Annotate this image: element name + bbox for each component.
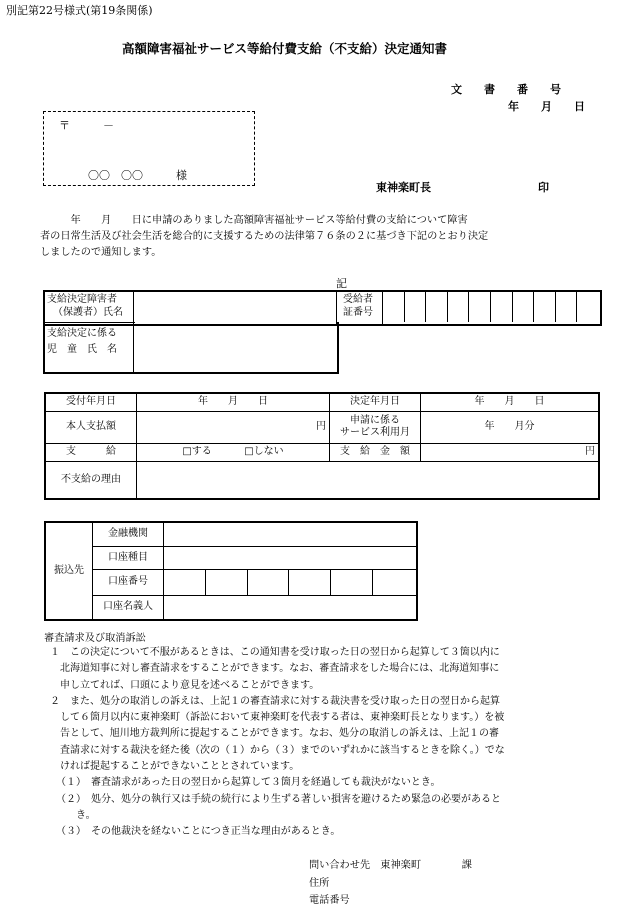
cert-digit-cells — [383, 292, 598, 322]
digit-cell[interactable] — [405, 292, 427, 322]
form-reference: 別記第22号様式(第19条関係) — [6, 4, 153, 17]
decision-date-label: 決定年月日 — [330, 393, 421, 411]
document-number-label: 文 書 番 号 — [451, 83, 561, 96]
contact-line: 問い合わせ先 東神楽町 課 — [309, 860, 472, 871]
account-type-label: 口座種目 — [93, 546, 164, 569]
digit-cell[interactable] — [469, 292, 491, 322]
digit-cell[interactable] — [383, 292, 405, 322]
divider — [45, 322, 135, 323]
appeal-line: 申し立てれば、口頭により意見を述べることができます。 — [50, 679, 320, 691]
appeal-notes — [50, 645, 505, 841]
payment-options — [137, 443, 330, 461]
seal-mark: 印 — [538, 181, 549, 194]
addressee-name: 〇〇 〇〇 様 — [88, 169, 187, 182]
account-digit-cell[interactable] — [289, 569, 331, 595]
appeal-line: （１） 審査請求があった日の翌日から起算して３箇月を経過しても裁決がないとき。 — [56, 777, 441, 789]
received-date-value[interactable]: 年 月 日 — [137, 393, 330, 411]
intro-line-1: 年 月 日に申請のありました高額障害福祉サービス等給付費の支給について障害 — [40, 215, 468, 226]
account-digit-cell[interactable] — [247, 569, 289, 595]
child-name-label: 支給決定に係る 児 童 氏 名 — [47, 328, 117, 355]
decision-person-label: 支給決定障害者 （保護者）氏名 — [47, 294, 123, 318]
account-digit-cell[interactable] — [205, 569, 247, 595]
amount-label: 支 給 金 額 — [330, 443, 421, 461]
account-holder-value[interactable] — [164, 595, 418, 620]
contact-address: 住所 — [309, 878, 330, 889]
account-digit-cell[interactable] — [331, 569, 373, 595]
digit-cell[interactable] — [513, 292, 535, 322]
postal-code-field: 〒 － — [59, 119, 114, 132]
cert-number-label: 受給者 証番号 — [343, 294, 373, 318]
reason-value[interactable] — [137, 461, 600, 499]
digit-cell[interactable] — [491, 292, 513, 322]
appeal-line: （２） 処分、処分の執行又は手続の続行により生ずる著しい損害を避けるため緊急の必要があると — [56, 793, 501, 805]
divider — [133, 290, 134, 372]
applicant-table — [43, 290, 600, 374]
bank-label: 金融機関 — [93, 522, 164, 546]
account-digit-cell[interactable] — [164, 569, 206, 595]
bank-table — [44, 521, 418, 621]
intro-line-2: 者の日常生活及び社会生活を総合的に支援するための法律第７６条の２に基づき下記のとおり決定 — [40, 231, 489, 242]
divider — [336, 290, 337, 324]
service-month-value[interactable]: 年 月分 — [421, 411, 600, 443]
self-pay-label: 本人支払額 — [45, 411, 137, 443]
ki-heading: 記 — [336, 277, 347, 290]
transfer-label: 振込先 — [45, 522, 93, 620]
document-date-label: 年 月 日 — [508, 100, 585, 113]
appeal-heading: 審査請求及び取消訴訟 — [44, 633, 146, 644]
appeal-line: 査請求に対する裁決を経た後（次の（１）から（３）までのいずれかに該当するときを除く。）でな — [50, 744, 505, 756]
appeal-line: ２ また、処分の取消しの訴えは、上記１の審査請求に対する裁決書を受け取った日の翌日から起算 — [50, 695, 500, 707]
appeal-line: き。 — [56, 809, 96, 821]
appeal-line: ければ提起することができないこととされています。 — [50, 761, 300, 773]
account-digit-cell[interactable] — [372, 569, 417, 595]
appeal-line: 告として、旭川地方裁判所に提起することができます。なお、処分の取消しの訴えは、上記１の審 — [50, 728, 499, 740]
digit-cell[interactable] — [556, 292, 578, 322]
amount-value[interactable]: 円 — [421, 443, 600, 461]
appeal-line: １ この決定について不服があるときは、この通知書を受け取った日の翌日から起算して３箇以内に — [50, 647, 500, 658]
received-date-label: 受付年月日 — [45, 393, 137, 411]
document-title: 高額障害福祉サービス等給付費支給（不支給）決定通知書 — [122, 41, 448, 56]
payment-yes-checkbox[interactable]: □する — [182, 446, 212, 457]
appeal-line: して６箇月以内に東神楽町（訴訟において東神楽町を代表する者は、東神楽町長となります。）を被 — [50, 712, 505, 724]
issuer-name: 東神楽町長 — [376, 181, 431, 194]
account-type-value[interactable] — [164, 546, 418, 569]
reason-label: 不支給の理由 — [45, 461, 137, 499]
account-number-label: 口座番号 — [93, 569, 164, 595]
digit-cell[interactable] — [534, 292, 556, 322]
payment-label: 支 給 — [45, 443, 137, 461]
intro-line-3: しましたので通知します。 — [40, 247, 162, 258]
decision-table — [44, 392, 600, 500]
appeal-line: （３） その他裁決を経ないことにつき正当な理由があるとき。 — [56, 826, 341, 838]
account-holder-label: 口座名義人 — [93, 595, 164, 620]
bank-value[interactable] — [164, 522, 418, 546]
payment-no-checkbox[interactable]: □しない — [244, 446, 284, 457]
digit-cell[interactable] — [426, 292, 448, 322]
digit-cell[interactable] — [577, 292, 598, 322]
self-pay-value[interactable]: 円 — [137, 411, 330, 443]
service-month-label: 申請に係る サービス利用月 — [330, 411, 421, 443]
contact-phone: 電話番号 — [309, 895, 350, 906]
appeal-line: 北海道知事に対し審査請求をすることができます。なお、審査請求をした場合には、北海道知事に — [50, 663, 500, 675]
digit-cell[interactable] — [448, 292, 470, 322]
decision-date-value[interactable]: 年 月 日 — [421, 393, 600, 411]
